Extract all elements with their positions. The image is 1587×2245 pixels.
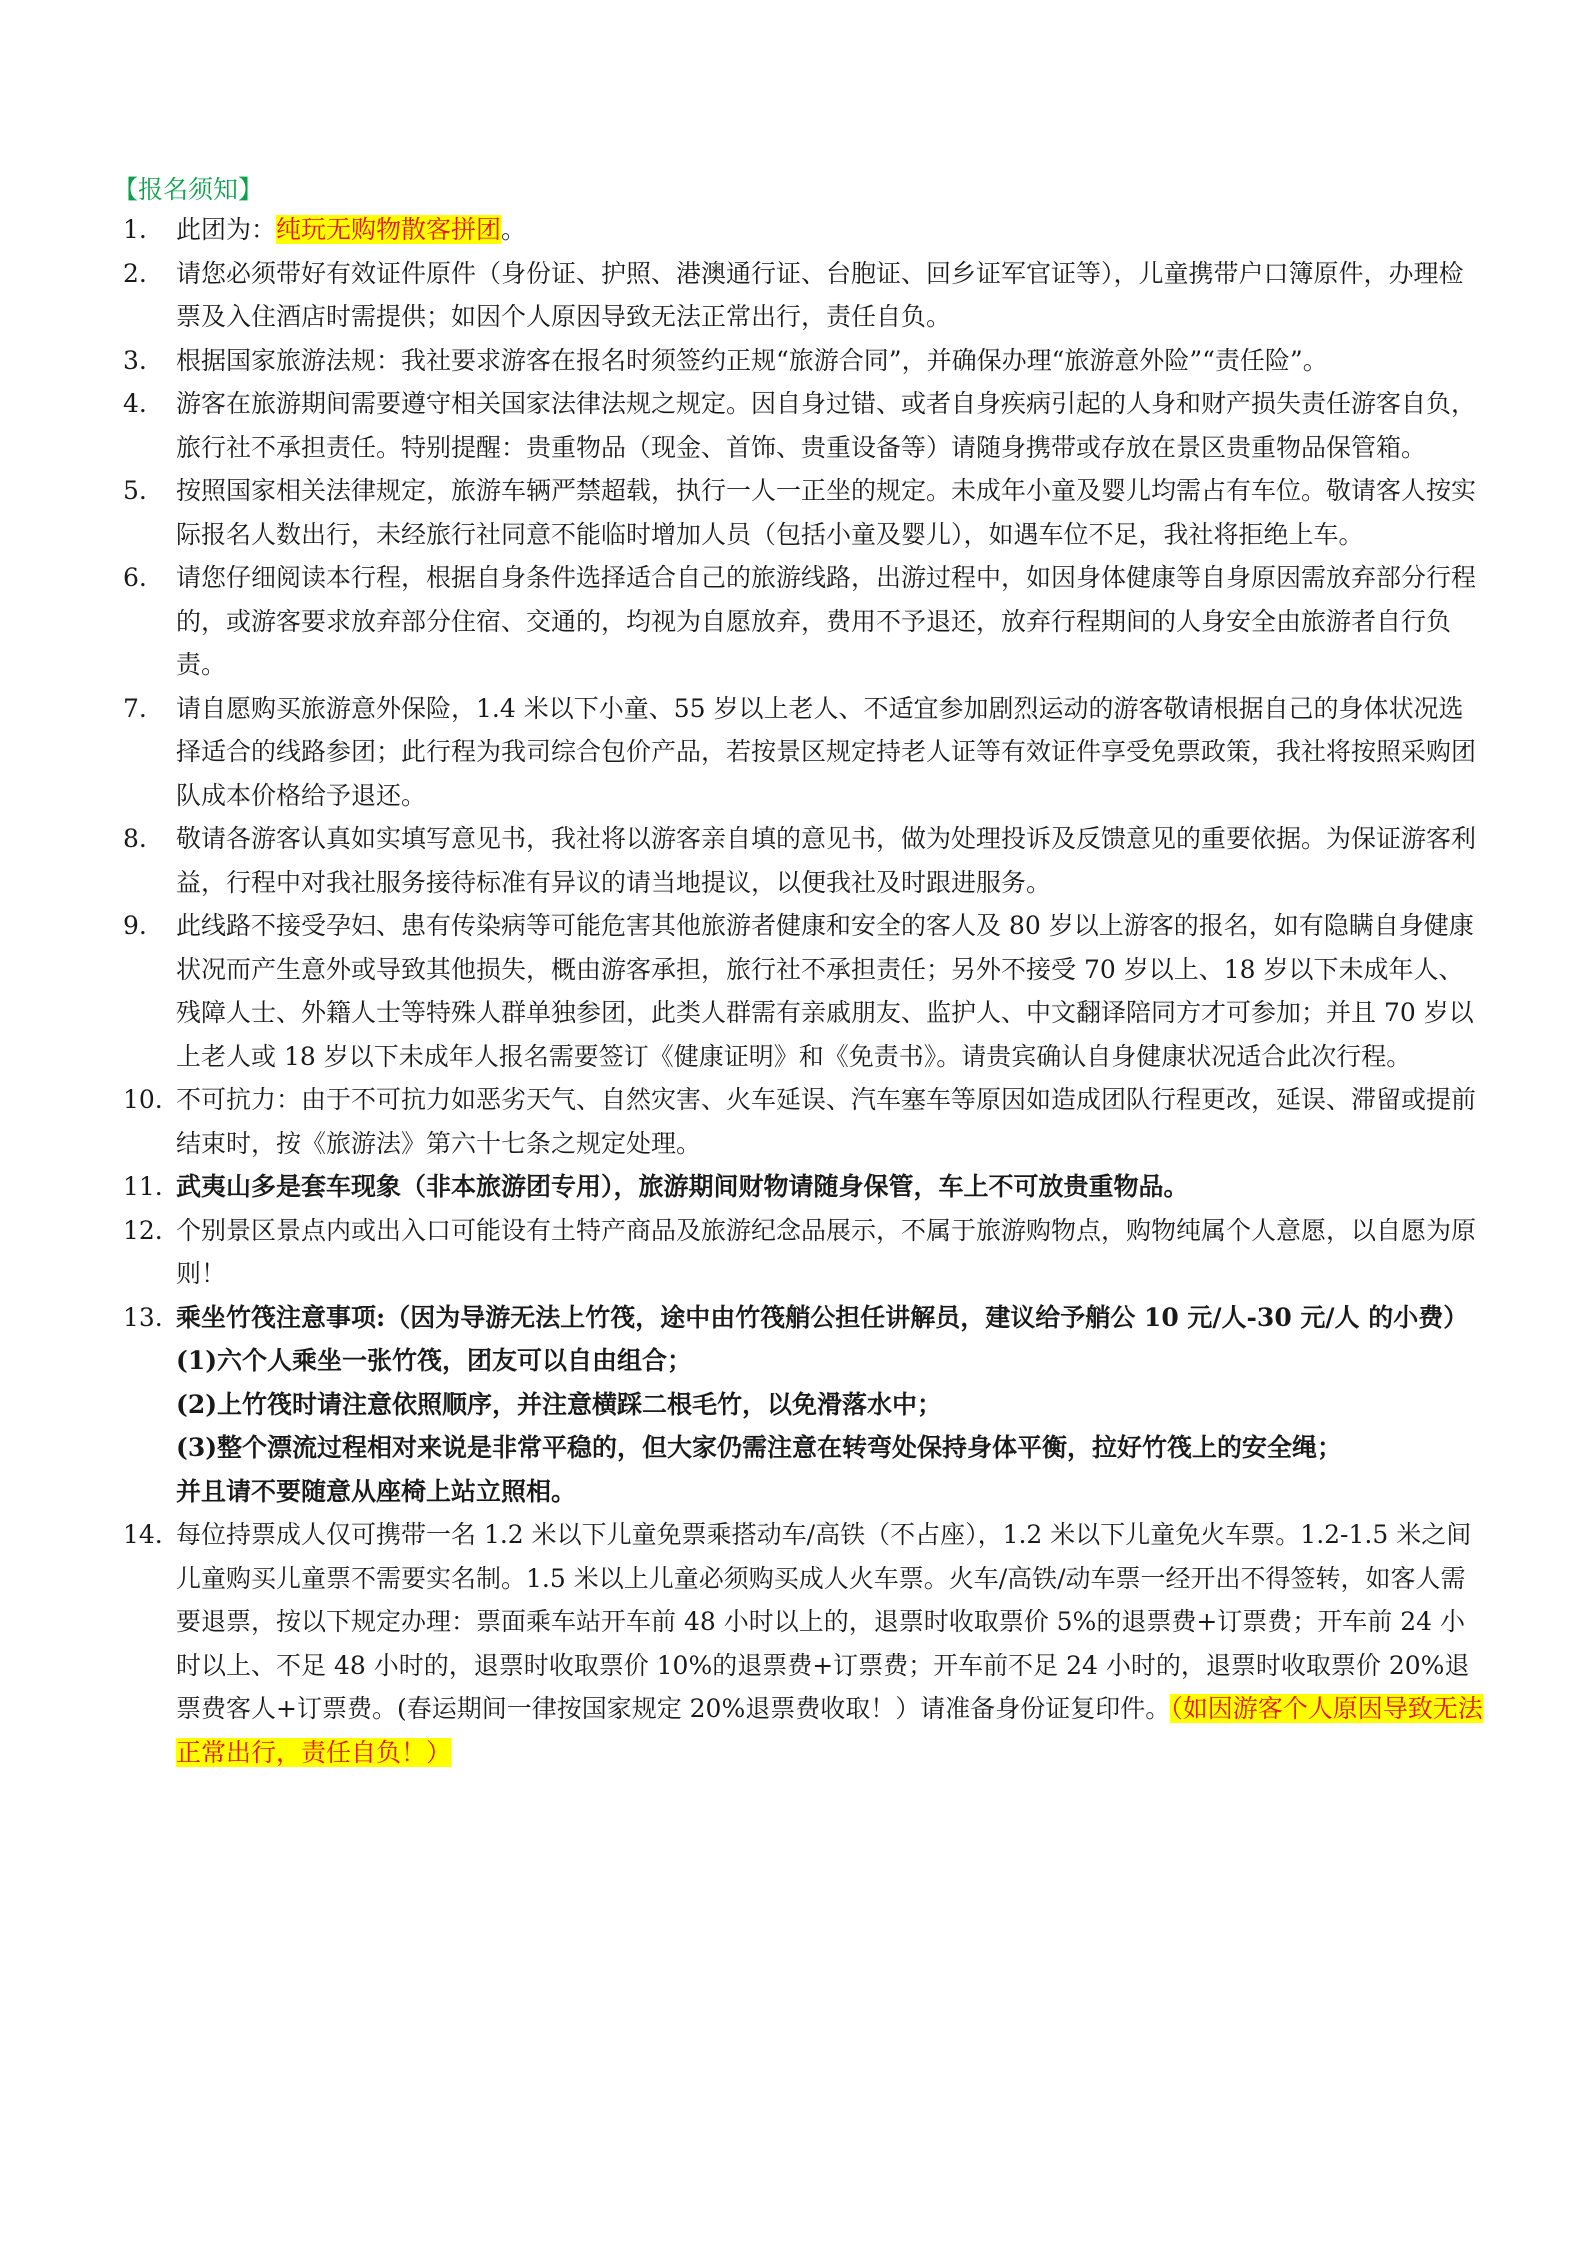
item-number: 12. (123, 1215, 163, 1245)
list-item-4 (113, 382, 1483, 469)
list-item-8 (113, 817, 1483, 904)
item-text: 请您仔细阅读本行程，根据自身条件选择适合自己的旅游线路，出游过程中，如因身体健康等自身原因需放弃部分行程的，或游客要求放弃部分住宿、交通的，均视为自愿放弃，费用不予退还，放弃行程期间的人身安全由旅游者自行负责。 (176, 563, 1477, 679)
item-text: 每位持票成人仅可携带一名 1.2 米以下儿童免票乘搭动车/高铁（不占座），1.2 米以下儿童免火车票。1.2-1.5 米之间儿童购买儿童票不需要实名制。1.5 米以上儿童必须购买成人火车票。火车/高铁/动车票一经开出不得签转，如客人需要退票，按以下规定办理：票面乘车站开车前 48 小时以上的，退票时收取票价 5%的退票费+订票费；开车前 24 小时以上、不足 48 小时的，退票时收取票价 10%的退票费+订票费；开车前不足 24 小时的，退票时收取票价 20%退票费客人+订票费。(春运期间一律按国家规定 20%退票费收取！）请准备身份证复印件。 (176, 1520, 1472, 1723)
list-item-3 (113, 339, 1483, 383)
item-text: 个别景区景点内或出入口可能设有土特产商品及旅游纪念品展示，不属于旅游购物点，购物纯属个人意愿，以自愿为原则！ (176, 1215, 1477, 1288)
item-text: 根据国家旅游法规：我社要求游客在报名时须签约正规“旅游合同”，并确保办理“旅游意外险”“责任险”。 (176, 345, 1328, 375)
item-text: 乘坐竹筏注意事项:（因为导游无法上竹筏，途中由竹筏艄公担任讲解员，建议给予艄公 10 元/人-30 元/人 的小费） (176, 1302, 1469, 1332)
list-item-13 (113, 1296, 1483, 1340)
list-item-7 (113, 687, 1483, 818)
notice-list (113, 208, 1483, 1774)
section-heading: 【报名须知】 (113, 175, 264, 204)
item-text: 敬请各游客认真如实填写意见书，我社将以游客亲自填的意见书，做为处理投诉及反馈意见的重要依据。为保证游客利益，行程中对我社服务接待标准有异议的请当地提议，以便我社及时跟进服务。 (176, 824, 1477, 897)
item-number: 11. (123, 1172, 163, 1201)
bamboo-raft-note-3: (3)整个漂流过程相对来说是非常平稳的，但大家仍需注意在转弯处保持身体平衡，拉好竹筏上的安全绳； (176, 1433, 1343, 1462)
item-text: 游客在旅游期间需要遵守相关国家法律法规之规定。因自身过错、或者自身疾病引起的人身和财产损失责任游客自负，旅行社不承担责任。特别提醒：贵重物品（现金、首饰、贵重设备等）请随身携带或存放在景区贵重物品保管箱。 (176, 389, 1477, 462)
item-number: 14. (123, 1520, 163, 1549)
item-text: 此线路不接受孕妇、患有传染病等可能危害其他旅游者健康和安全的客人及 80 岁以上游客的报名，如有隐瞒自身健康状况而产生意外或导致其他损失，概由游客承担，旅行社不承担责任；另外不接受 70 岁以上、18 岁以下未成年人、残障人士、外籍人士等特殊人群单独参团，此类人群需有亲戚朋友、监护人、中文翻译陪同方才可参加；并且 70 岁以上老人或 18 岁以下未成年人报名需要签订《健康证明》和《免责书》。请贵宾确认自身健康状况适合此次行程。 (176, 911, 1474, 1071)
list-item-6 (113, 556, 1483, 687)
item-text: 请自愿购买旅游意外保险，1.4 米以下小童、55 岁以上老人、不适宜参加剧烈运动的游客敬请根据自己的身体状况选择适合的线路参团；此行程为我司综合包价产品，若按景区规定持老人证等有效证件享受免票政策，我社将按照采购团队成本价格给予退还。 (176, 693, 1477, 810)
item-text: 不可抗力：由于不可抗力如恶劣天气、自然灾害、火车延误、汽车塞车等原因如造成团队行程更改，延误、滞留或提前结束时，按《旅游法》第六十七条之规定处理。 (176, 1085, 1477, 1158)
item-number: 3. (123, 345, 147, 375)
list-item-12 (113, 1209, 1483, 1296)
item-text: 武夷山多是套车现象（非本旅游团专用），旅游期间财物请随身保管，车上不可放贵重物品。 (176, 1172, 1189, 1201)
list-item-11 (113, 1165, 1483, 1209)
item-text: 按照国家相关法律规定，旅游车辆严禁超载，执行一人一正坐的规定。未成年小童及婴儿均需占有车位。敬请客人按实际报名人数出行，未经旅行社同意不能临时增加人员（包括小童及婴儿），如遇车位不足，我社将拒绝上车。 (176, 476, 1477, 549)
item-text: 请您必须带好有效证件原件（身份证、护照、港澳通行证、台胞证、回乡证军官证等），儿童携带户口簿原件，办理检票及入住酒店时需提供；如因个人原因导致无法正常出行，责任自负。 (176, 258, 1464, 331)
item-number: 8. (123, 824, 147, 853)
item-number: 2. (123, 258, 147, 288)
item-number: 9. (123, 911, 147, 940)
list-item-1 (113, 208, 1483, 252)
responsibility-highlight: （如因游客个人原因导致无法正常出行，责任自负！） (176, 1694, 1483, 1767)
tour-type-highlight: 纯玩无购物散客拼团 (276, 215, 502, 244)
list-item-14 (113, 1513, 1483, 1774)
list-item-5 (113, 469, 1483, 556)
item-number: 10. (123, 1085, 163, 1114)
item-number: 6. (123, 563, 147, 592)
list-item-9 (113, 904, 1483, 1078)
list-item-10 (113, 1078, 1483, 1165)
bamboo-raft-note-2: (2)上竹筏时请注意依照顺序，并注意横踩二根毛竹，以免滑落水中； (176, 1389, 943, 1419)
item-number: 4. (123, 389, 147, 418)
item-text-end: 。 (501, 215, 527, 244)
item-number: 7. (123, 693, 147, 723)
item-number: 13. (123, 1302, 163, 1332)
bamboo-raft-note-4: 并且请不要随意从座椅上站立照相。 (176, 1476, 577, 1506)
list-item-2 (113, 252, 1483, 339)
item-number: 1. (123, 215, 147, 244)
bamboo-raft-note-1: (1)六个人乘坐一张竹筏，团友可以自由组合； (176, 1346, 693, 1375)
item-text: 此团为： (176, 215, 277, 244)
item-number: 5. (123, 476, 147, 505)
